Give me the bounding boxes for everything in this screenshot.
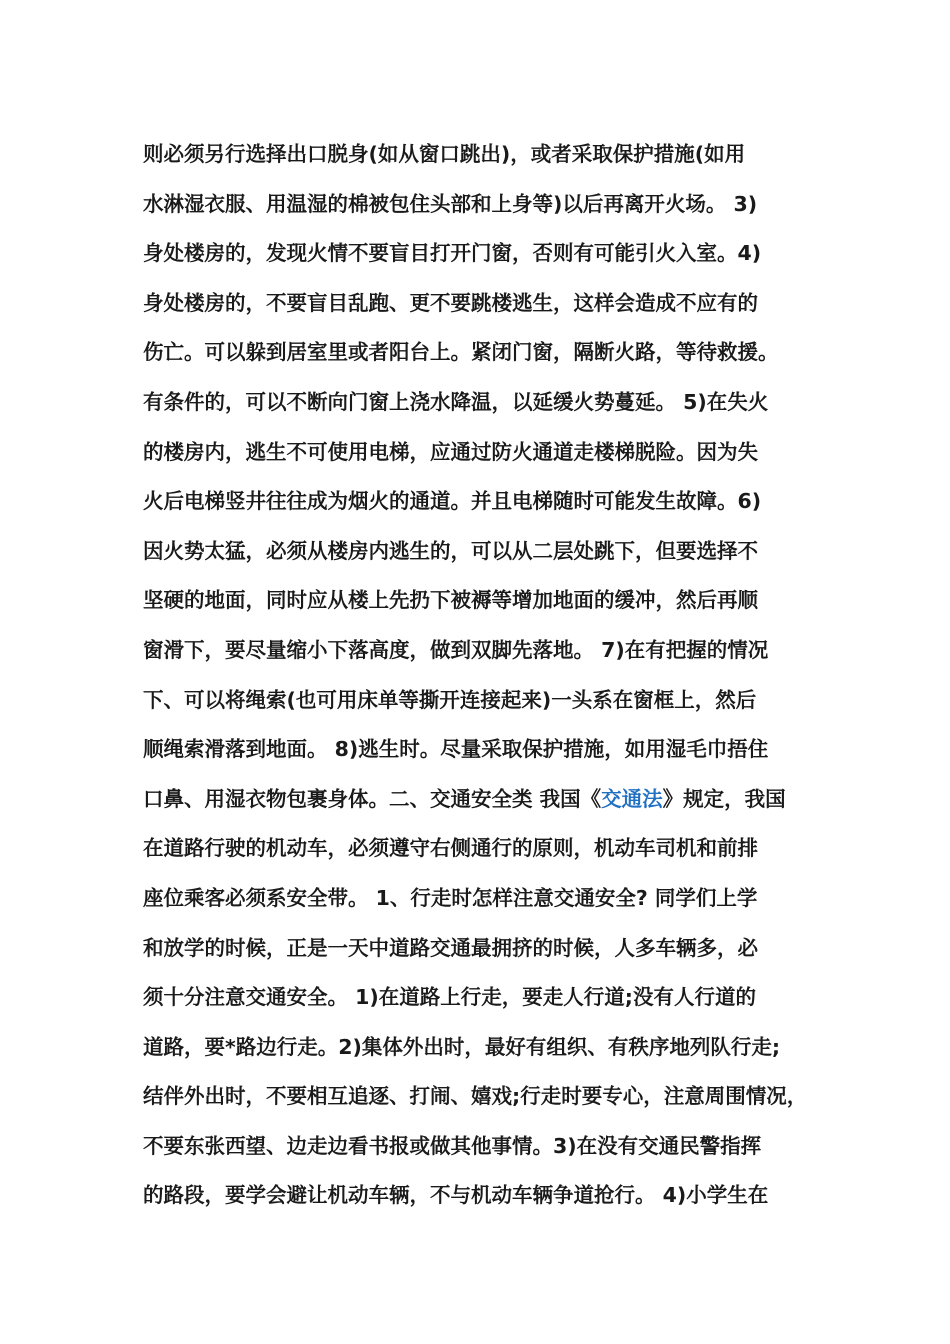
text-line: 和放学的时候，正是一天中道路交通最拥挤的时候，人多车辆多，必 (143, 935, 758, 960)
text-line: 有条件的，可以不断向门窗上浇水降温，以延缓火势蔓延。 5)在失火 (143, 389, 769, 414)
text-line: 则必须另行选择出口脱身(如从窗口跳出)，或者采取保护措施(如用 (143, 142, 746, 166)
text-line: 水淋湿衣服、用温湿的棉被包住头部和上身等)以后再离开火场。 3) (143, 191, 758, 216)
text-line: 下、可以将绳索(也可用床单等撕开连接起来)一头系在窗框上，然后 (143, 687, 757, 712)
text-segment: 口鼻、用湿衣物包裹身体。二、交通安全类 我国《 (143, 786, 602, 811)
text-line: 结伴外出时，不要相互追逐、打闹、嬉戏;行走时要专心，注意周围情况， (143, 1084, 808, 1109)
traffic-law-link[interactable]: 交通法 (601, 786, 663, 811)
text-line: 须十分注意交通安全。 1)在道路上行走，要走人行道;没有人行道的 (143, 985, 756, 1010)
text-line: 窗滑下，要尽量缩小下落高度，做到双脚先落地。 7)在有把握的情况 (143, 637, 769, 662)
text-line: 在道路行驶的机动车，必须遵守右侧通行的原则，机动车司机和前排 (143, 836, 758, 861)
text-segment: 》规定，我国 (662, 786, 786, 811)
text-line: 火后电梯竖井往往成为烟火的通道。并且电梯随时可能发生故障。6) (143, 489, 762, 514)
text-line: 身处楼房的，不要盲目乱跑、更不要跳楼逃生，这样会造成不应有的 (143, 290, 758, 315)
text-line: 伤亡。可以躲到居室里或者阳台上。紧闭门窗，隔断火路，等待救援。 (143, 340, 779, 365)
text-line: 身处楼房的，发现火情不要盲目打开门窗，否则有可能引火入室。4) (143, 241, 762, 266)
text-line: 道路，要*路边行走。2)集体外出时，最好有组织、有秩序地列队行走; (143, 1034, 781, 1059)
text-line: 顺绳索滑落到地面。 8)逃生时。尽量采取保护措施，如用湿毛巾捂住 (143, 737, 769, 762)
text-line-with-link (143, 775, 815, 825)
text-line: 的路段，要学会避让机动车辆，不与机动车辆争道抢行。 4)小学生在 (143, 1183, 769, 1208)
text-line: 不要东张西望、边走边看书报或做其他事情。3)在没有交通民警指挥 (143, 1133, 762, 1158)
body-text (143, 130, 815, 1221)
text-line: 坚硬的地面，同时应从楼上先扔下被褥等增加地面的缓冲，然后再顺 (143, 588, 758, 613)
text-line: 座位乘客必须系安全带。 1、行走时怎样注意交通安全? 同学们上学 (143, 885, 758, 910)
text-line: 因火势太猛，必须从楼房内逃生的，可以从二层处跳下，但要选择不 (143, 538, 758, 563)
text-line: 的楼房内，逃生不可使用电梯，应通过防火通道走楼梯脱险。因为失 (143, 439, 758, 464)
